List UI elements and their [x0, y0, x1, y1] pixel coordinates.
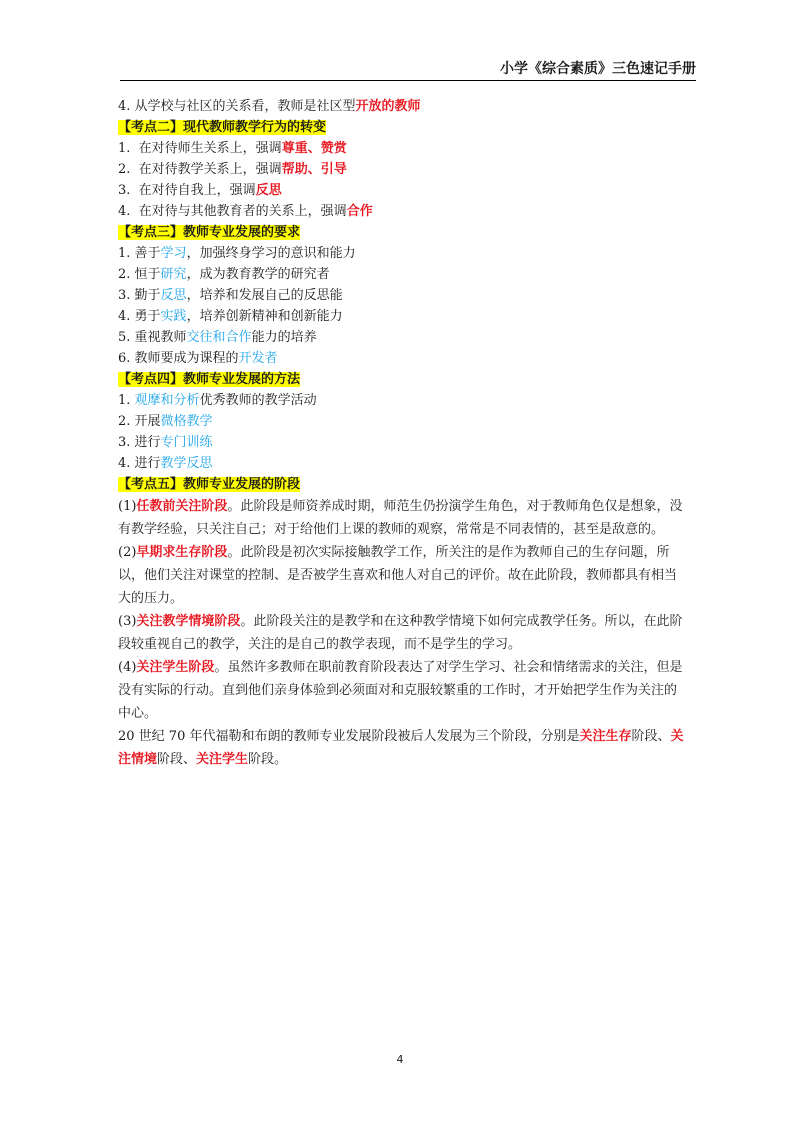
page-header — [120, 60, 696, 81]
header-title: 小学《综合素质》三色速记手册 — [500, 61, 696, 77]
list-item: 4. 进行教学反思 — [118, 456, 213, 471]
section-heading: 【考点四】教师专业发展的方法 — [118, 372, 301, 387]
summary-paragraph: 20 世纪 70 年代福勒和布朗的教师专业发展阶段被后人发展为三个阶段，分别是关注生存阶段、关注情境阶段、关注学生阶段。 — [118, 729, 684, 767]
stage-paragraph: (1)任教前关注阶段。此阶段是师资养成时期，师范生仍扮演学生角色，对于教师角色仅是想象，没有教学经验，只关注自己；对于给他们上课的教师的观察，常常是不同表情的，甚至是敌意的。 — [118, 499, 683, 537]
section-heading: 【考点二】现代教师教学行为的转变 — [118, 120, 327, 135]
list-item: 4. 勇于实践，培养创新精神和创新能力 — [118, 309, 343, 324]
section-heading: 【考点三】教师专业发展的要求 — [118, 225, 301, 240]
page-number: 4 — [396, 1053, 404, 1066]
stage-paragraph: (4)关注学生阶段。虽然许多教师在职前教育阶段表达了对学生学习、社会和情绪需求的关注，但是没有实际的行动。直到他们亲身体验到必须面对和克服较繁重的工作时，才开始把学生作为关注的中心。 — [118, 660, 683, 721]
section-heading: 【考点五】教师专业发展的阶段 — [118, 477, 301, 492]
list-item: 2. 开展微格教学 — [118, 414, 213, 429]
list-item: 1. 观摩和分析优秀教师的教学活动 — [118, 393, 317, 408]
list-item: 6. 教师要成为课程的开发者 — [118, 351, 278, 366]
intro-line: 4. 从学校与社区的关系看，教师是社区型开放的教师 — [118, 99, 421, 114]
list-item: 3. 在对待自我上，强调反思 — [118, 183, 282, 198]
list-item: 1. 在对待师生关系上，强调尊重、赞赏 — [118, 141, 347, 156]
list-item: 2. 在对待教学关系上，强调帮助、引导 — [118, 162, 347, 177]
stage-paragraph: (2)早期求生存阶段。此阶段是初次实际接触教学工作，所关注的是作为教师自己的生存问题，所以，他们关注对课堂的控制、是否被学生喜欢和他人对自己的评价。故在此阶段，教师都具有相当大的压力。 — [118, 545, 678, 606]
list-item: 4. 在对待与其他教育者的关系上，强调合作 — [118, 204, 373, 219]
list-item: 2. 恒于研究，成为教育教学的研究者 — [118, 267, 330, 282]
page-content — [118, 96, 688, 771]
list-item: 3. 勤于反思，培养和发展自己的反思能 — [118, 288, 343, 303]
list-item: 1. 善于学习，加强终身学习的意识和能力 — [118, 246, 356, 261]
stage-paragraph: (3)关注教学情境阶段。此阶段关注的是教学和在这种教学情境下如何完成教学任务。所以，在此阶段较重视自己的教学，关注的是自己的教学表现，而不是学生的学习。 — [118, 614, 683, 652]
list-item: 5. 重视教师交往和合作能力的培养 — [118, 330, 317, 345]
list-item: 3. 进行专门训练 — [118, 435, 213, 450]
